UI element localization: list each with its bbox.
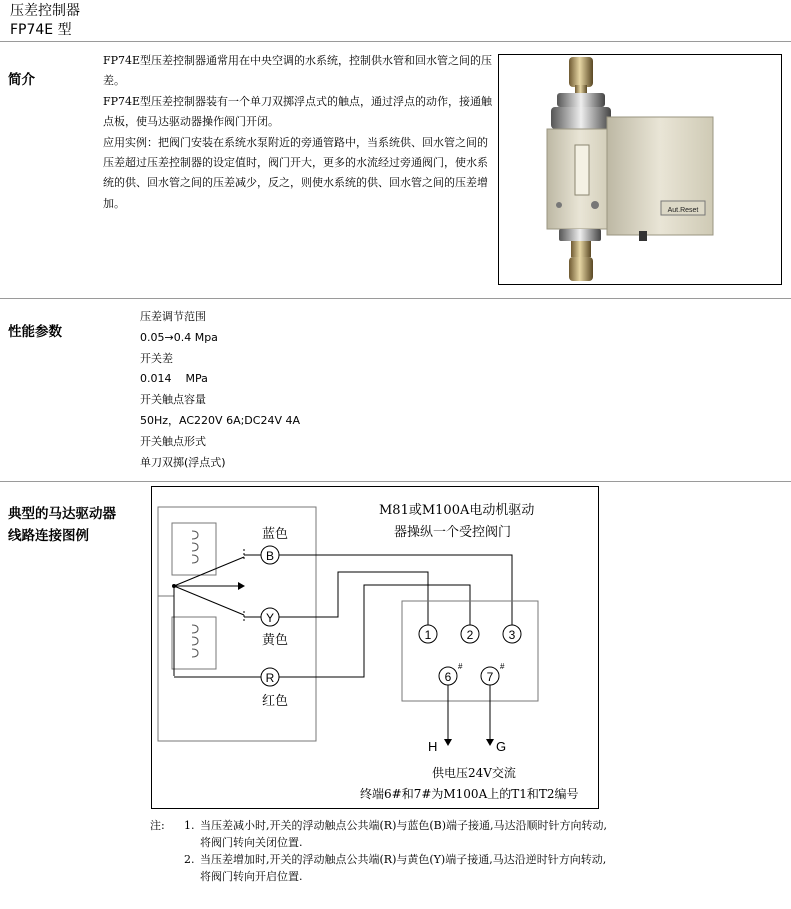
param-line: 50Hz，AC220V 6A;DC24V 4A bbox=[140, 413, 300, 427]
intro-label: 简介 bbox=[8, 72, 35, 88]
note-number: 2. bbox=[184, 853, 195, 866]
note-text: 将阀门转向关闭位置. bbox=[200, 836, 303, 849]
svg-text:#: # bbox=[500, 662, 505, 671]
svg-text:1: 1 bbox=[424, 628, 432, 642]
diagram-caption-2: 器操纵一个受控阀门 bbox=[394, 525, 512, 540]
param-line: 单刀双掷(浮点式) bbox=[140, 455, 226, 469]
svg-text:3: 3 bbox=[508, 628, 516, 642]
notes-prefix: 注: bbox=[150, 819, 165, 832]
note-text: 当压差减小时,开关的浮动触点公共端(R)与蓝色(B)端子接通,马达沿顺时针方向转动, bbox=[200, 819, 608, 832]
divider bbox=[0, 298, 791, 299]
bottom-fitting bbox=[569, 257, 593, 281]
note-text: 将阀门转向开启位置. bbox=[200, 870, 303, 883]
wiring-label-line2: 线路连接图例 bbox=[8, 528, 89, 544]
svg-text:R: R bbox=[265, 671, 275, 685]
note-text: 当压差增加时,开关的浮动触点公共端(R)与黄色(Y)端子接通,马达沿逆时针方向转动, bbox=[200, 853, 607, 866]
performance-params bbox=[140, 307, 300, 473]
svg-text:6: 6 bbox=[444, 670, 452, 684]
divider bbox=[0, 41, 791, 42]
intro-text bbox=[103, 51, 493, 214]
intro-paragraph: FP74E型压差控制器装有一个单刀双掷浮点式的触点，通过浮点的动作，接通触点板，使马达驱动器操作阀门开闭。 bbox=[103, 94, 493, 129]
wiring-diagram bbox=[151, 486, 599, 809]
model-name: FP74E 型 bbox=[10, 22, 72, 38]
svg-text:#: # bbox=[458, 662, 463, 671]
reset-label: Aut.Reset bbox=[667, 207, 699, 214]
controller-illustration bbox=[499, 55, 781, 284]
supply-label: 供电压24V交流 bbox=[432, 766, 516, 780]
diagram-caption-1: M81或M100A电动机驱动 bbox=[379, 503, 535, 518]
color-blue-label: 蓝色 bbox=[262, 527, 289, 542]
wire-y bbox=[279, 572, 428, 625]
intro-paragraph: FP74E型压差控制器通常用在中央空调的水系统，控制供水管和回水管之间的压差。 bbox=[103, 54, 493, 88]
color-yellow-label: 黄色 bbox=[262, 633, 289, 648]
divider bbox=[0, 481, 791, 482]
svg-text:Y: Y bbox=[265, 611, 275, 625]
svg-text:2: 2 bbox=[466, 628, 474, 642]
wire-r bbox=[279, 585, 470, 677]
svg-text:B: B bbox=[265, 549, 275, 563]
param-line: 开关触点形式 bbox=[140, 434, 206, 448]
wire-b bbox=[279, 555, 512, 625]
product-photo bbox=[498, 54, 782, 285]
svg-text:7: 7 bbox=[486, 670, 494, 684]
intro-paragraph: 应用实例：把阀门安装在系统水泵附近的旁通管路中，当系统供、回水管之间的压差超过压差控制器的设定值时，阀门开大，更多的水流经过旁通阀门，使水系统的供、回水管之间的压差减少，反之，则使水系统的供、回水管之间的压差增加。 bbox=[103, 135, 488, 210]
param-line: 0.05→0.4 Mpa bbox=[140, 330, 218, 344]
output-g: G bbox=[496, 739, 507, 754]
page-title: 压差控制器 bbox=[10, 3, 80, 19]
diagram-footnote: 终端6#和7#为M100A上的T1和T2编号 bbox=[360, 787, 579, 801]
param-line: 0.014 MPa bbox=[140, 372, 208, 386]
wiring-label-line1: 典型的马达驱动器 bbox=[8, 506, 116, 522]
performance-label: 性能参数 bbox=[8, 324, 62, 340]
param-line: 压差调节范围 bbox=[140, 310, 206, 323]
param-line: 开关差 bbox=[140, 351, 173, 365]
output-h: H bbox=[428, 739, 438, 754]
param-line: 开关触点容量 bbox=[140, 393, 206, 407]
notes bbox=[150, 817, 607, 885]
controller-box bbox=[158, 507, 316, 741]
note-number: 1. bbox=[184, 819, 195, 832]
top-fitting bbox=[569, 57, 593, 87]
scale-window bbox=[575, 145, 589, 195]
color-red-label: 红色 bbox=[262, 694, 289, 709]
